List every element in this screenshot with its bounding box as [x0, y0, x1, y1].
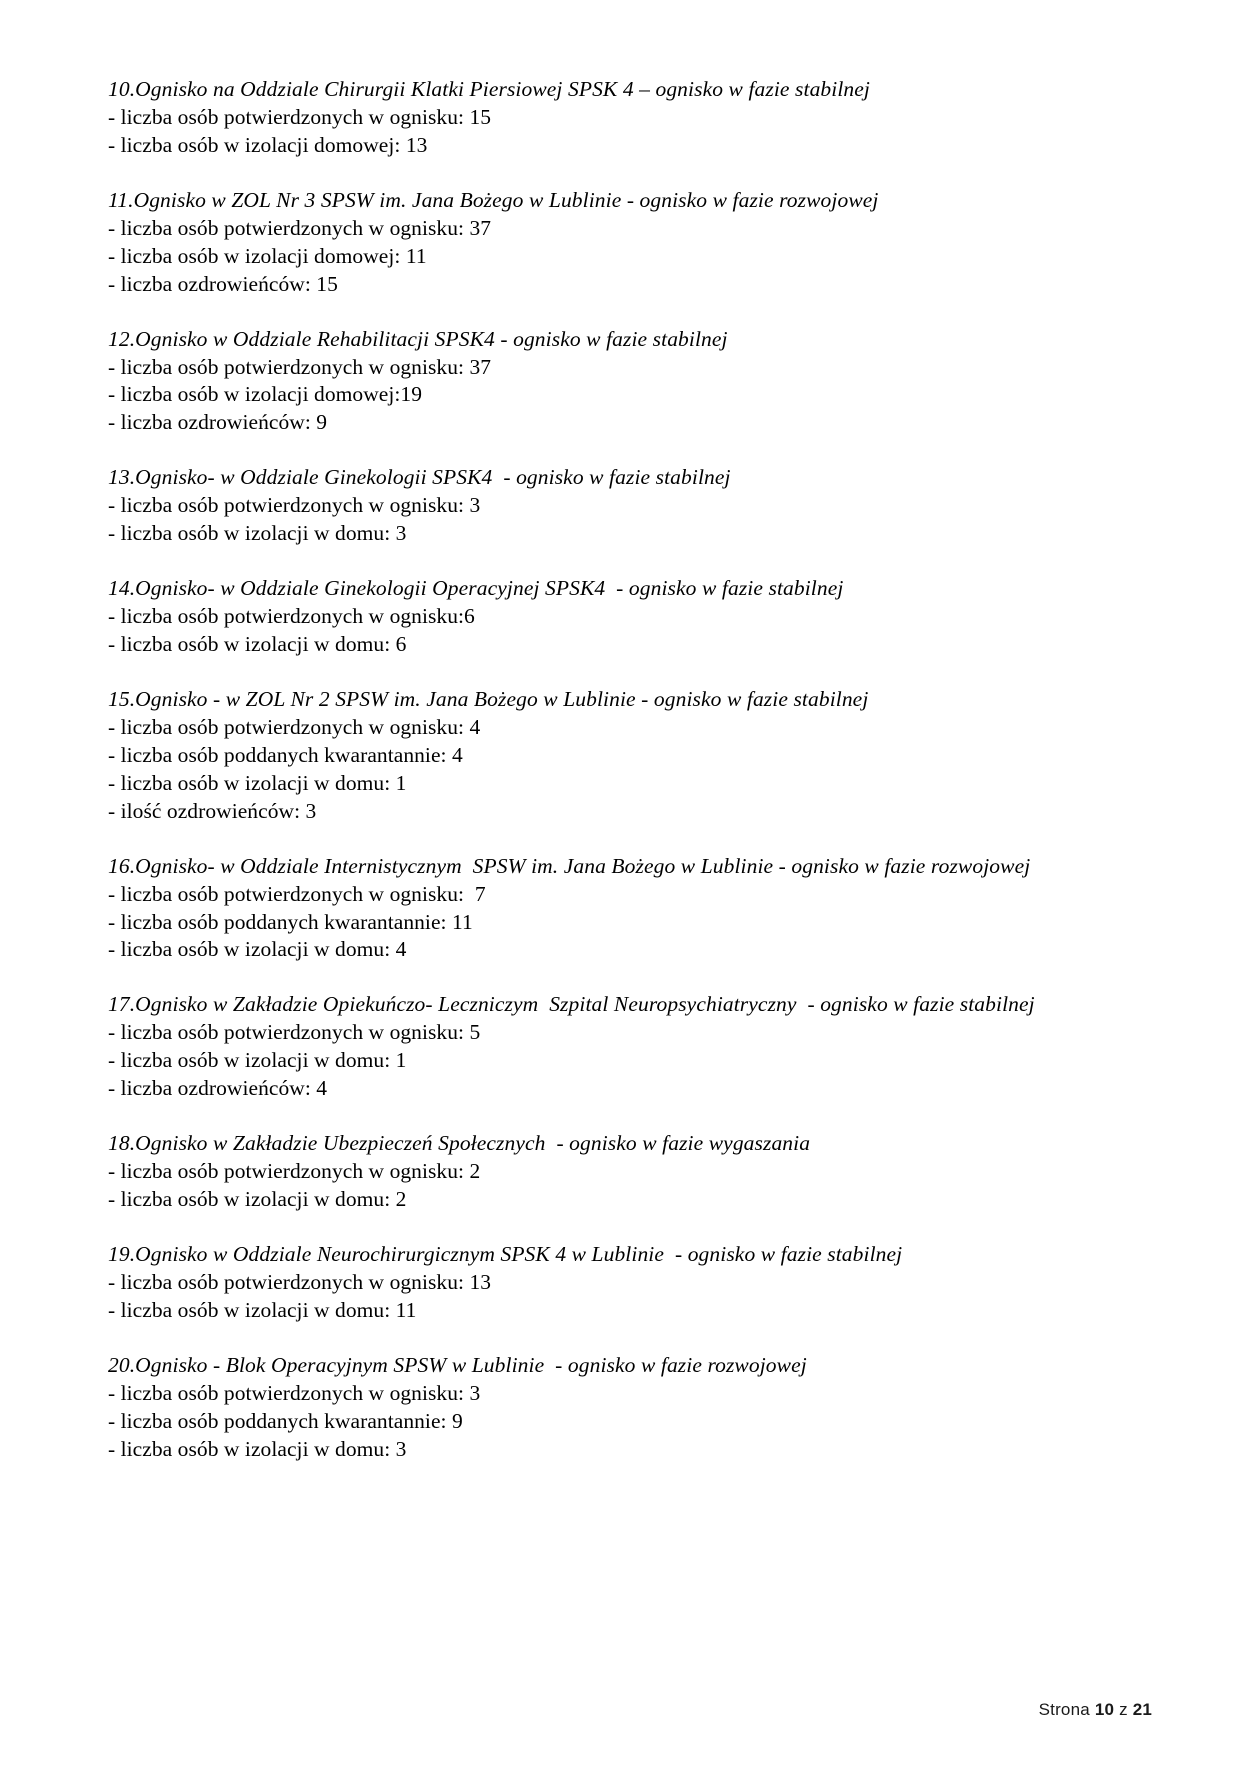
entry-title: 11.Ognisko w ZOL Nr 3 SPSW im. Jana Bożego w Lublinie - ognisko w fazie rozwojowej: [108, 187, 879, 212]
outbreak-entry: [108, 991, 1108, 1103]
entry-line: - liczba osób w izolacji w domu: 1: [108, 770, 407, 795]
page-footer: [1039, 1700, 1152, 1720]
outbreak-entry: [108, 1241, 1108, 1325]
entry-line: - liczba osób potwierdzonych w ognisku: 3: [108, 1380, 481, 1405]
document-body: [108, 76, 1108, 1464]
entry-line: - liczba osób potwierdzonych w ognisku: 15: [108, 104, 492, 129]
entry-title: 17.Ognisko w Zakładzie Opiekuńczo- Leczniczym Szpital Neuropsychiatryczny - ognisko w fazie stabilnej: [108, 992, 1035, 1017]
footer-prefix: Strona: [1038, 1700, 1095, 1719]
entry-line: - liczba osób potwierdzonych w ognisku: 5: [108, 1020, 481, 1045]
entry-line: - ilość ozdrowieńców: 3: [108, 798, 317, 823]
entry-title: 20.Ognisko - Blok Operacyjnym SPSW w Lublinie - ognisko w fazie rozwojowej: [108, 1352, 807, 1377]
entry-line: - liczba osób poddanych kwarantannie: 11: [108, 909, 473, 934]
entry-line: - liczba osób w izolacji w domu: 6: [108, 632, 407, 656]
entry-title: 15.Ognisko - w ZOL Nr 2 SPSW im. Jana Bożego w Lublinie - ognisko w fazie stabilnej: [108, 686, 869, 711]
entry-line: - liczba osób w izolacji w domu: 11: [108, 1297, 417, 1322]
entry-line: - liczba osób w izolacji domowej: 13: [108, 132, 428, 157]
entry-line: - liczba ozdrowieńców: 15: [108, 271, 338, 296]
outbreak-entry: [108, 464, 1108, 548]
entry-title: 10.Ognisko na Oddziale Chirurgii Klatki Piersiowej SPSK 4 – ognisko w fazie stabilnej: [108, 77, 870, 101]
entry-line: - liczba osób potwierdzonych w ognisku: 7: [108, 881, 486, 906]
outbreak-entry: [108, 187, 1108, 299]
outbreak-entry: [108, 1352, 1108, 1464]
entry-title: 12.Ognisko w Oddziale Rehabilitacji SPSK4 - ognisko w fazie stabilnej: [108, 326, 728, 351]
entry-line: - liczba osób potwierdzonych w ognisku: 3: [108, 493, 481, 518]
entry-title: 19.Ognisko w Oddziale Neurochirurgicznym SPSK 4 w Lublinie - ognisko w fazie stabilnej: [108, 1241, 903, 1266]
entry-line: - liczba osób potwierdzonych w ognisku: 13: [108, 1269, 492, 1294]
entry-line: - liczba osób potwierdzonych w ognisku: 37: [108, 215, 492, 240]
entry-line: - liczba osób potwierdzonych w ognisku: 37: [108, 354, 492, 379]
entry-line: - liczba osób poddanych kwarantannie: 9: [108, 1408, 463, 1433]
entry-line: - liczba ozdrowieńców: 9: [108, 410, 328, 435]
entry-title: 13.Ognisko- w Oddziale Ginekologii SPSK4 - ognisko w fazie stabilnej: [108, 465, 731, 490]
outbreak-entry: [108, 76, 1108, 160]
entry-line: - liczba osób w izolacji w domu: 4: [108, 937, 407, 962]
entry-line: - liczba osób w izolacji w domu: 1: [108, 1048, 407, 1073]
outbreak-entry: [108, 575, 1108, 659]
footer-page-number: 10: [1094, 1700, 1115, 1719]
entry-line: - liczba osób w izolacji w domu: 3: [108, 1436, 407, 1461]
entry-line: - liczba osób w izolacji w domu: 3: [108, 521, 407, 546]
footer-total-pages: 21: [1132, 1700, 1152, 1719]
entry-line: - liczba ozdrowieńców: 4: [108, 1076, 328, 1101]
outbreak-entry: [108, 686, 1108, 826]
entry-line: - liczba osób potwierdzonych w ognisku: 2: [108, 1159, 481, 1184]
entry-title: 14.Ognisko- w Oddziale Ginekologii Operacyjnej SPSK4 - ognisko w fazie stabilnej: [108, 576, 844, 601]
entry-line: - liczba osób w izolacji domowej: 11: [108, 243, 427, 268]
entry-line: - liczba osób w izolacji w domu: 2: [108, 1187, 407, 1211]
entry-line: - liczba osób w izolacji domowej:19: [108, 382, 423, 407]
outbreak-entry: [108, 1130, 1108, 1214]
outbreak-entry: [108, 326, 1108, 438]
outbreak-entry: [108, 853, 1108, 965]
footer-separator: z: [1114, 1700, 1133, 1719]
entry-title: 16.Ognisko- w Oddziale Internistycznym SPSW im. Jana Bożego w Lublinie - ognisko w fazie rozwojowej: [108, 853, 1031, 878]
entry-title: 18.Ognisko w Zakładzie Ubezpieczeń Społecznych - ognisko w fazie wygaszania: [108, 1131, 811, 1156]
entry-line: - liczba osób potwierdzonych w ognisku:6: [108, 604, 475, 629]
entry-line: - liczba osób poddanych kwarantannie: 4: [108, 742, 463, 767]
entry-line: - liczba osób potwierdzonych w ognisku: 4: [108, 714, 481, 739]
